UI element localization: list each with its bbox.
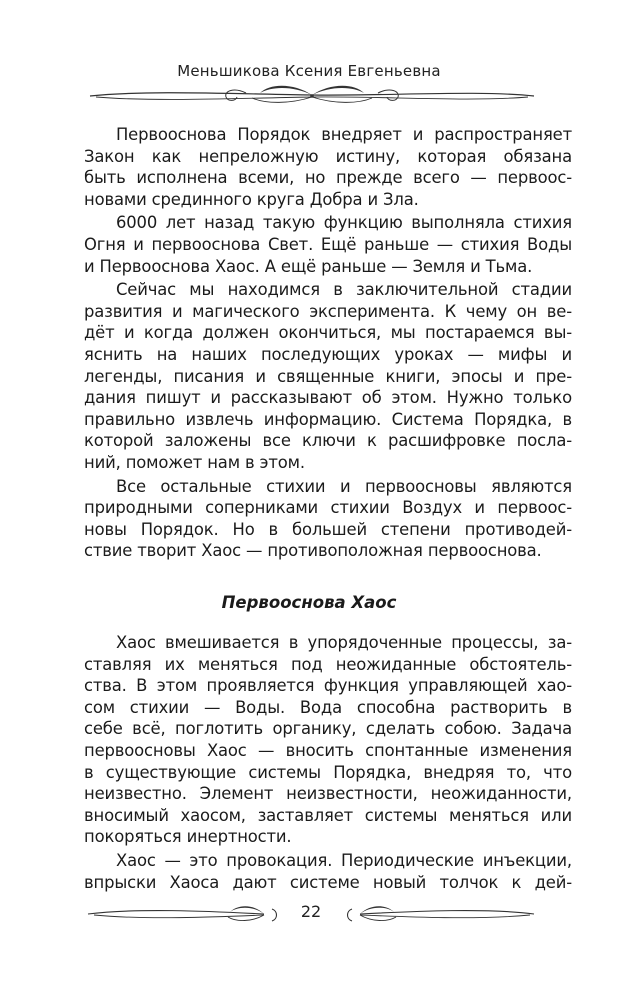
text-line: Хаос — это провокация. Периодические инъекции,: [116, 850, 572, 870]
text-line: в существующие системы Порядка, внедряя то, что: [84, 762, 572, 782]
text-line: ставляя их меняться под неожиданные обстоятель-: [84, 654, 572, 674]
text-line: правильно извлечь информацию. Система Порядка, в: [84, 409, 572, 429]
text-line: и Первооснова Хаос. А ещё раньше — Земля и Тьма.: [84, 256, 533, 276]
text-line: первоосновы Хаос — вносить спонтанные изменения: [84, 740, 572, 760]
text-line: дёт и когда должен окончиться, мы постараемся вы-: [84, 323, 572, 343]
text-line: легенды, писания и священные книги, эпосы и пре-: [84, 366, 572, 386]
text-line: ствие творит Хаос — противоположная первооснова.: [84, 541, 542, 561]
text-line: вносимый хаосом, заставляет системы меняться или: [84, 805, 572, 825]
text-line: ства. В этом проявляется функция управляющей хао-: [84, 676, 572, 696]
paragraph-2: [84, 212, 572, 277]
text-line: которой заложены все ключи к расшифровке посла-: [84, 431, 572, 451]
text-block-top: [84, 124, 572, 564]
text-line: Первооснова Порядок внедряет и распространяет: [116, 125, 572, 144]
text-line: новы Порядок. Но в большей степени противодей-: [84, 519, 572, 539]
text-line: 6000 лет назад такую функцию выполняла стихия: [116, 213, 572, 233]
text-line: Все остальные стихии и первоосновы являются: [116, 476, 572, 496]
text-line: дания пишут и рассказывают об этом. Нужно только: [84, 388, 572, 408]
text-line: неизвестно. Элемент неизвестности, неожиданности,: [84, 784, 572, 804]
text-line: быть исполнена всеми, но прежде всего — первоос-: [84, 168, 572, 188]
footer-ornament-right: [344, 903, 538, 925]
paragraph-4: [84, 476, 572, 562]
section-heading: Первооснова Хаос: [221, 593, 397, 612]
text-line: себе всё, поглотить органику, сделать собою. Задача: [84, 719, 572, 739]
text-line: новами срединного круга Добра и Зла.: [84, 189, 419, 209]
running-head-author: Меньшикова Ксения Евгеньевна: [177, 62, 441, 80]
paragraph-1: [84, 124, 572, 210]
text-line: природными соперниками стихии Воздух и первоос-: [84, 498, 572, 518]
header-ornament-divider: [86, 84, 538, 106]
paragraph-3: [84, 279, 572, 473]
text-line: Огня и первооснова Свет. Ещё раньше — стихия Воды: [84, 234, 572, 254]
text-line: развития и магического эксперимента. К чему он ве-: [84, 301, 572, 321]
text-line: ний, поможет нам в этом.: [84, 452, 305, 472]
text-line: покоряться инертности.: [84, 827, 292, 847]
text-line: Закон как непреложную истину, которая обязана: [84, 146, 572, 166]
text-line: сом стихии — Воды. Вода способна растворить в: [84, 697, 572, 717]
text-line: впрыски Хаоса дают системе новый толчок к дей-: [84, 872, 572, 892]
footer-ornament-left: [86, 903, 278, 925]
text-line: яснить на наших последующих уроках — мифы и: [84, 344, 572, 364]
paragraph-6: [84, 850, 572, 893]
text-line: Хаос вмешивается в упорядоченные процессы, за-: [116, 633, 572, 652]
text-block-bottom: [84, 632, 572, 895]
text-line: Сейчас мы находимся в заключительной стадии: [116, 280, 572, 300]
page-number: 22: [300, 902, 322, 921]
paragraph-5: [84, 632, 572, 848]
